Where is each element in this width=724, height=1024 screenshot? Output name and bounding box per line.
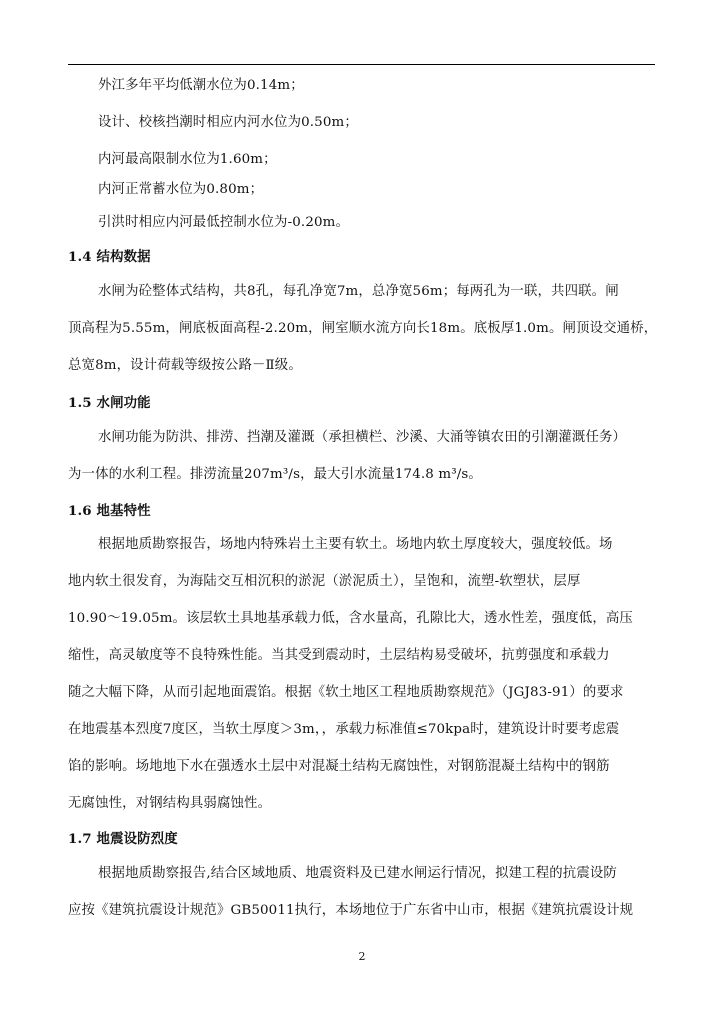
- paragraph-line: 馅的影响。场地地下水在强透水土层中对混凝土结构无腐蚀性，对钢筋混凝土结构中的钢筋: [68, 759, 610, 774]
- paragraph-line: 应按《建筑抗震设计规范》GB50011执行，本场地位于广东省中山市，根据《建筑抗震设计规: [68, 903, 634, 918]
- water-level-line: 设计、校核挡潮时相应内河水位为0.50m；: [98, 115, 358, 130]
- paragraph-line: 水闸为砼整体式结构，共8孔，每孔净宽7m，总净宽56m；每两孔为一联，共四联。闸: [98, 284, 619, 299]
- section-heading-1-4: 1.4 结构数据: [68, 249, 151, 265]
- paragraph-line: 地内软土很发育，为海陆交互相沉积的淤泥（淤泥质土），呈饱和，流塑-软塑状，层厚: [68, 574, 581, 589]
- header-rule: [68, 64, 655, 65]
- paragraph-line: 为一体的水利工程。排涝流量207m³/s，最大引水流量174.8 m³/s。: [68, 467, 482, 482]
- page-number: 2: [358, 950, 366, 963]
- section-heading-1-6: 1.6 地基特性: [68, 503, 151, 519]
- paragraph-line: 根据地质勘察报告,结合区域地质、地震资料及已建水闸运行情况，拟建工程的抗震设防: [98, 866, 617, 881]
- water-level-line: 引洪时相应内河最低控制水位为-0.20m。: [98, 215, 350, 230]
- paragraph-line: 总宽8m，设计荷载等级按公路－Ⅱ级。: [68, 358, 302, 373]
- paragraph-line: 10.90～19.05m。该层软土具地基承载力低，含水量高，孔隙比大，透水性差，强度低，高压: [68, 611, 633, 626]
- paragraph-line: 顶高程为5.55m，闸底板面高程-2.20m，闸室顺水流方向长18m。底板厚1.0m。闸顶设交通桥，: [68, 321, 658, 336]
- paragraph-line: 在地震基本烈度7度区，当软土厚度＞3m，，承载力标准值≤70kpa时，建筑设计时要考虑震: [68, 722, 620, 737]
- section-heading-1-5: 1.5 水闸功能: [68, 395, 151, 411]
- paragraph-line: 无腐蚀性，对钢结构具弱腐蚀性。: [68, 796, 272, 811]
- paragraph-line: 随之大幅下降，从而引起地面震馅。根据《软土地区工程地质勘察规范》（JGJ83-91）的要求: [68, 685, 624, 700]
- section-heading-1-7: 1.7 地震设防烈度: [68, 831, 178, 847]
- paragraph-line: 缩性，高灵敏度等不良特殊性能。当其受到震动时，土层结构易受破坏，抗剪强度和承载力: [68, 648, 610, 663]
- water-level-line: 外江多年平均低潮水位为0.14m；: [98, 78, 304, 93]
- paragraph-line: 水闸功能为防洪、排涝、挡潮及灌溉（承担横栏、沙溪、大涌等镇农田的引潮灌溉任务）: [98, 430, 627, 445]
- water-level-line: 内河最高限制水位为1.60m；: [98, 152, 277, 167]
- water-level-line: 内河正常蓄水位为0.80m；: [98, 182, 264, 197]
- paragraph-line: 根据地质勘察报告，场地内特殊岩土主要有软土。场地内软土厚度较大，强度较低。场: [98, 537, 613, 552]
